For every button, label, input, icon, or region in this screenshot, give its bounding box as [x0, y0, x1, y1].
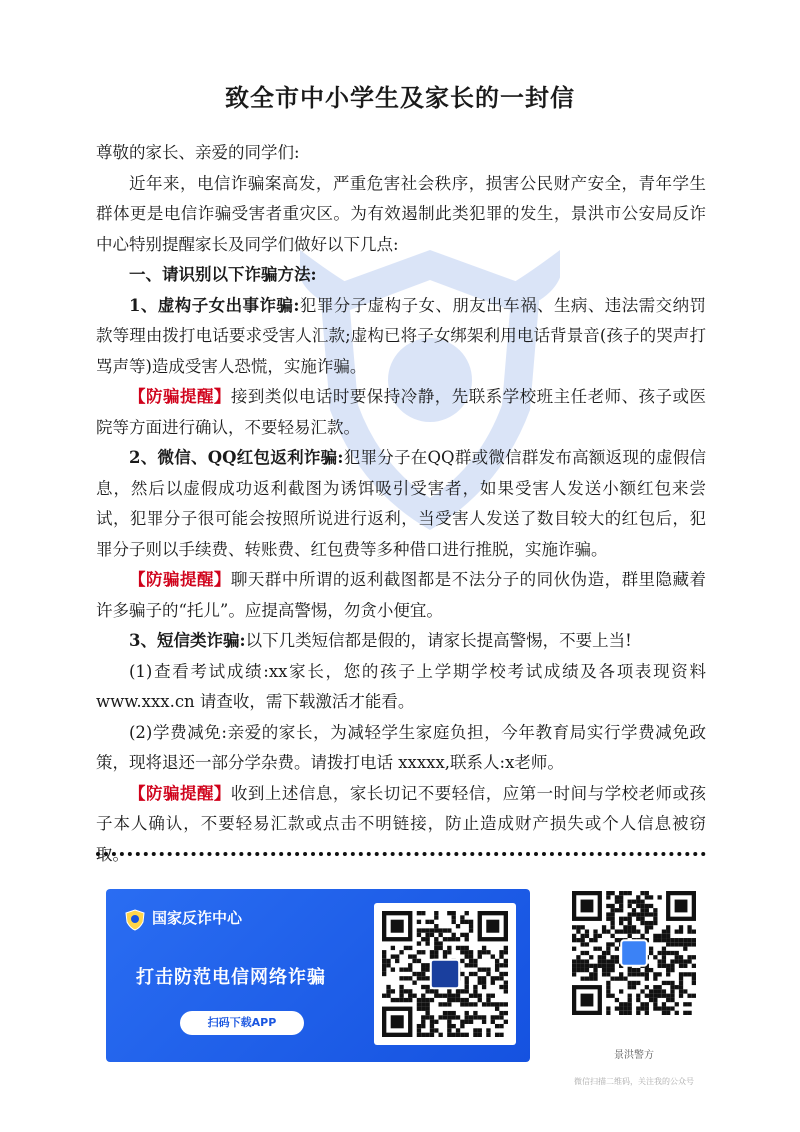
item3-tip-text: 收到上述信息，家长切记不要轻信，应第一时间与学校老师或孩子本人确认，不要轻易汇款或点击不明链接，防止造成财产损失或个人信息被窃取。: [96, 783, 707, 864]
item3-heading: 3、短信类诈骗:: [129, 631, 246, 650]
wechat-caption: 景洪警方: [614, 1050, 654, 1061]
dotted-divider: [96, 852, 706, 856]
banner-org-name: 国家反诈中心: [152, 909, 243, 927]
greeting: 尊敬的家长、亲爱的同学们:: [96, 143, 300, 162]
download-app-button[interactable]: 扫码下载APP: [180, 1011, 304, 1035]
item2-body: 犯罪分子在QQ群或微信群发布高额返现的虚假信息，然后以虚假成功返利截图为诱饵吸引受害者，如果受害人发送小额红包来尝试，犯罪分子很可能会按照所说进行返利，当受害人发送了数目较大的红包后，犯罪分子则以手续费、转账费、红包费等多种借口进行推脱，实施诈骗。: [96, 448, 706, 559]
sms-example-2: (2)学费减免:亲爱的家长，为减轻学生家庭负担，今年教育局实行学费减免政策，现将退还一部分学杂费。请拨打电话 xxxxx,联系人:x老师。: [96, 722, 706, 772]
tip-label: 【防骗提醒】: [129, 783, 231, 803]
item1-body: 犯罪分子虚构子女、朋友出车祸、生病、违法需交纳罚款等理由拨打电话要求受害人汇款;虚构已将子女绑架利用电话背景音(孩子的哭声打骂声等)造成受害人恐慌，实施诈骗。: [96, 295, 707, 376]
item3-paragraph: [96, 626, 706, 657]
letter-title: 致全市中小学生及家长的一封信: [225, 83, 575, 112]
sms-example-1: (1)查看考试成绩:xx家长，您的孩子上学期学校考试成绩及各项表现资料 www.xxx.cn 请查收，需下载激活才能看。: [96, 661, 706, 711]
item2-paragraph: [96, 443, 706, 565]
tip-label: 【防骗提醒】: [129, 570, 231, 589]
item2-heading: 2、微信、QQ红包返利诈骗:: [129, 448, 344, 467]
qr-code-icon: [374, 903, 516, 1045]
item2-tip: [96, 565, 706, 626]
wechat-qr-code[interactable]: [570, 889, 698, 1017]
item3-body: 以下几类短信都是假的，请家长提高警惕，不要上当!: [245, 631, 632, 650]
item3-tip: [96, 779, 706, 871]
police-badge-icon: [124, 909, 146, 931]
item1-tip-text: 接到类似电话时要保持冷静，先联系学校班主任老师、孩子或医院等方面进行确认，不要轻易汇款。: [96, 387, 707, 437]
item2-tip-text: 聊天群中所谓的返利截图都是不法分子的同伙伪造，群里隐藏着许多骗子的“托儿”。应提高警惕，勿贪小便宜。: [96, 570, 707, 620]
anti-fraud-app-banner[interactable]: [106, 889, 530, 1062]
wechat-subcaption: 微信扫描二维码，关注我的公众号: [574, 1077, 694, 1086]
banner-slogan: 打击防范电信网络诈骗: [136, 967, 326, 988]
letter-body: [96, 138, 706, 870]
app-qr-code[interactable]: [374, 903, 516, 1045]
intro-paragraph: 近年来，电信诈骗案高发，严重危害社会秩序，损害公民财产安全，青年学生群体更是电信诈骗受害者重灾区。为有效遏制此类犯罪的发生，景洪市公安局反诈中心特别提醒家长及同学们做好以下几点:: [96, 173, 706, 254]
item1-tip: [96, 382, 706, 443]
item1-heading: 1、虚构子女出事诈骗:: [129, 295, 300, 315]
section-heading: 一、请识别以下诈骗方法:: [129, 265, 317, 284]
tip-label: 【防骗提醒】: [129, 387, 231, 406]
item1-paragraph: [96, 291, 706, 383]
